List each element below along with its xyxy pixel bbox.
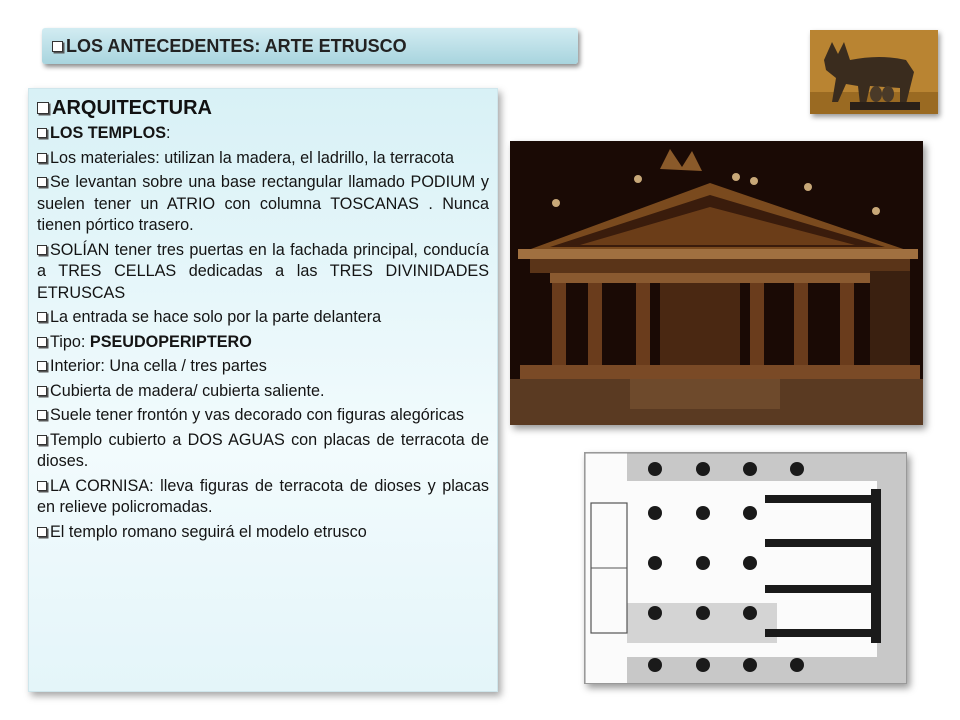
etruscan-temple-model-image bbox=[510, 141, 923, 425]
bullet-item: El templo romano seguirá el modelo etrusco bbox=[37, 522, 489, 544]
tipo-value: PSEUDOPERIPTERO bbox=[89, 332, 252, 351]
section-heading: ARQUITECTURA bbox=[37, 95, 489, 121]
checkbox-bullet-icon bbox=[52, 41, 63, 52]
wolf-sculpture-icon bbox=[810, 30, 938, 114]
temple-floor-plan-image bbox=[584, 452, 907, 684]
checkbox-bullet-icon bbox=[37, 337, 47, 347]
checkbox-bullet-icon bbox=[37, 386, 47, 396]
temple-model-icon bbox=[510, 141, 923, 425]
slide-title-bar bbox=[42, 28, 578, 64]
capitoline-wolf-image bbox=[810, 30, 938, 114]
bullet-item: SOLÍAN tener tres puertas en la fachada principal, conducía a TRES CELLAS dedicadas a las TRES DIVINIDADES ETRUSCAS bbox=[37, 240, 489, 302]
checkbox-bullet-icon bbox=[37, 435, 47, 445]
bullet-item: Cubierta de madera/ cubierta saliente. bbox=[37, 381, 489, 403]
checkbox-bullet-icon bbox=[37, 153, 47, 163]
bullet-item: Templo cubierto a DOS AGUAS con placas de terracota de dioses. bbox=[37, 430, 489, 470]
checkbox-bullet-icon bbox=[37, 527, 47, 537]
content-text-box bbox=[28, 88, 498, 692]
slide-title: LOS ANTECEDENTES: ARTE ETRUSCO bbox=[66, 35, 407, 56]
checkbox-bullet-icon bbox=[37, 102, 49, 114]
checkbox-bullet-icon bbox=[37, 245, 47, 255]
checkbox-bullet-icon bbox=[37, 177, 47, 187]
bullet-item: Suele tener frontón y vas decorado con figuras alegóricas bbox=[37, 405, 489, 427]
bullet-item: Interior: Una cella / tres partes bbox=[37, 356, 489, 378]
bullet-item: Se levantan sobre una base rectangular llamado PODIUM y suelen tener un ATRIO con columna TOSCANAS . Nunca tienen pórtico trasero. bbox=[37, 173, 489, 234]
bullet-item-tipo: Tipo: PSEUDOPERIPTERO bbox=[37, 332, 489, 354]
subheading: LOS TEMPLOS bbox=[50, 124, 167, 142]
bullet-item: Los materiales: utilizan la madera, el ladrillo, la terracota bbox=[37, 148, 489, 170]
checkbox-bullet-icon bbox=[37, 361, 47, 371]
checkbox-bullet-icon bbox=[37, 410, 47, 420]
floor-plan-icon bbox=[585, 453, 907, 684]
bullet-item: La entrada se hace solo por la parte delantera bbox=[37, 307, 489, 329]
bullet-item: LA CORNISA: lleva figuras de terracota de dioses y placas en relieve policromadas. bbox=[37, 476, 489, 516]
checkbox-bullet-icon bbox=[37, 481, 47, 491]
checkbox-bullet-icon bbox=[37, 312, 47, 322]
subheading-line: LOS TEMPLOS: bbox=[37, 123, 489, 145]
checkbox-bullet-icon bbox=[37, 128, 47, 138]
